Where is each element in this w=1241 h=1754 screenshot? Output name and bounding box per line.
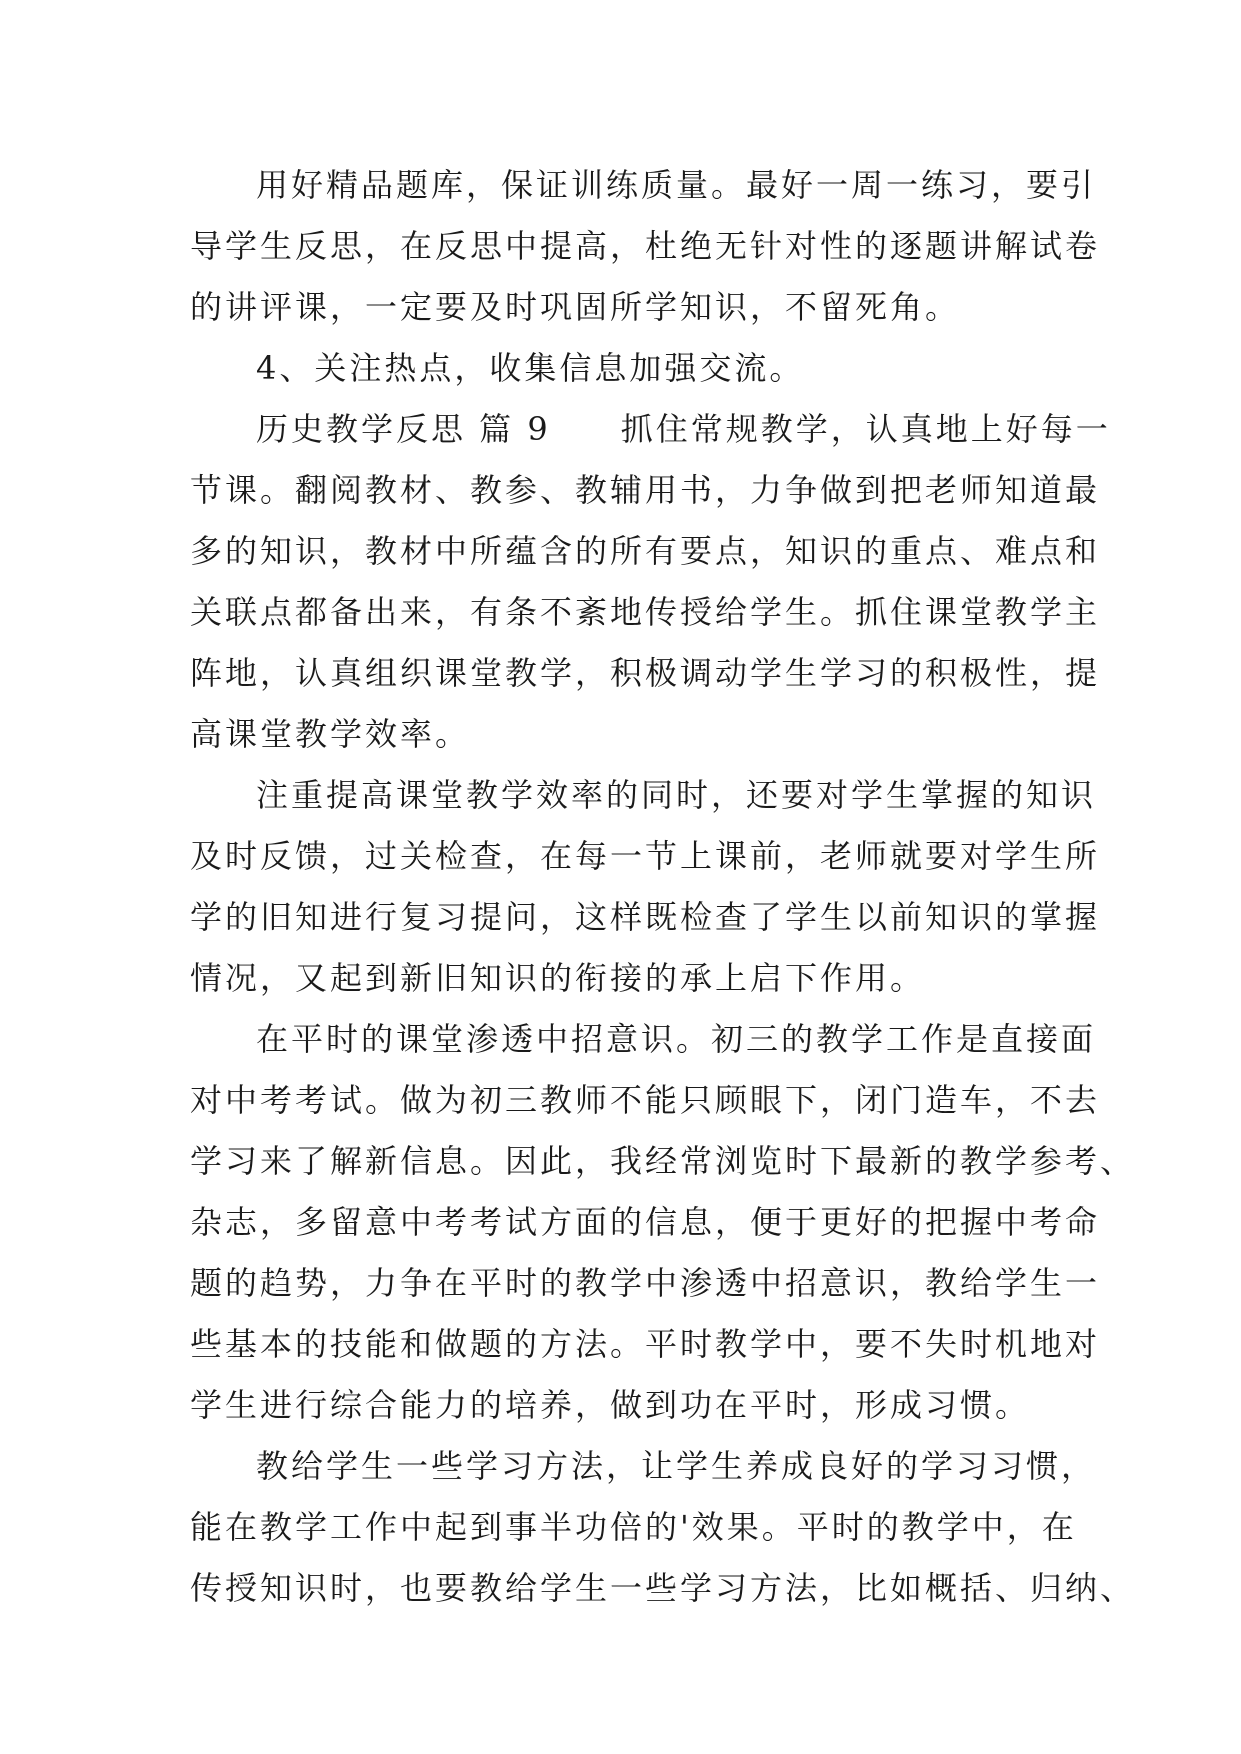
text-line: 学生进行综合能力的培养，做到功在平时，形成习惯。 (190, 1386, 1031, 1424)
text-line: 杂志，多留意中考考试方面的信息，便于更好的把握中考命 (190, 1203, 1101, 1241)
text-line: 学的旧知进行复习提问，这样既检查了学生以前知识的掌握 (190, 898, 1101, 936)
text-line: 传授知识时，也要教给学生一些学习方法，比如概括、归纳、 (190, 1569, 1136, 1607)
text-line: 情况，又起到新旧知识的衔接的承上启下作用。 (190, 959, 926, 997)
text-line: 题的趋势，力争在平时的教学中渗透中招意识，教给学生一 (190, 1264, 1101, 1302)
text-line: 及时反馈，过关检查，在每一节上课前，老师就要对学生所 (190, 837, 1101, 875)
text-line: 能在教学工作中起到事半功倍的'效果。平时的教学中，在 (190, 1508, 1077, 1546)
text-line: 关联点都备出来，有条不紊地传授给学生。抓住课堂教学主 (190, 593, 1101, 631)
text-line: 阵地，认真组织课堂教学，积极调动学生学习的积极性，提 (190, 654, 1101, 692)
text-line: 学习来了解新信息。因此，我经常浏览时下最新的教学参考、 (190, 1142, 1136, 1180)
text-line: 4、关注热点，收集信息加强交流。 (256, 349, 805, 387)
text-line: 的讲评课，一定要及时巩固所学知识，不留死角。 (190, 288, 961, 326)
text-line: 对中考考试。做为初三教师不能只顾眼下，闭门造车，不去 (190, 1081, 1101, 1119)
text-line: 用好精品题库，保证训练质量。最好一周一练习，要引 (256, 166, 1097, 204)
text-line: 导学生反思，在反思中提高，杜绝无针对性的逐题讲解试卷 (190, 227, 1101, 265)
text-line: 教给学生一些学习方法，让学生养成良好的学习习惯， (256, 1447, 1097, 1485)
text-line: 多的知识，教材中所蕴含的所有要点，知识的重点、难点和 (190, 532, 1101, 570)
document-body (190, 155, 1136, 1619)
section-heading-line: 历史教学反思 篇 9 抓住常规教学，认真地上好每一 (256, 410, 1111, 448)
text-line: 些基本的技能和做题的方法。平时教学中，要不失时机地对 (190, 1325, 1101, 1363)
text-line: 节课。翻阅教材、教参、教辅用书，力争做到把老师知道最 (190, 471, 1101, 509)
text-line: 在平时的课堂渗透中招意识。初三的教学工作是直接面 (256, 1020, 1097, 1058)
text-line: 注重提高课堂教学效率的同时，还要对学生掌握的知识 (256, 776, 1097, 814)
text-line: 高课堂教学效率。 (190, 715, 471, 753)
